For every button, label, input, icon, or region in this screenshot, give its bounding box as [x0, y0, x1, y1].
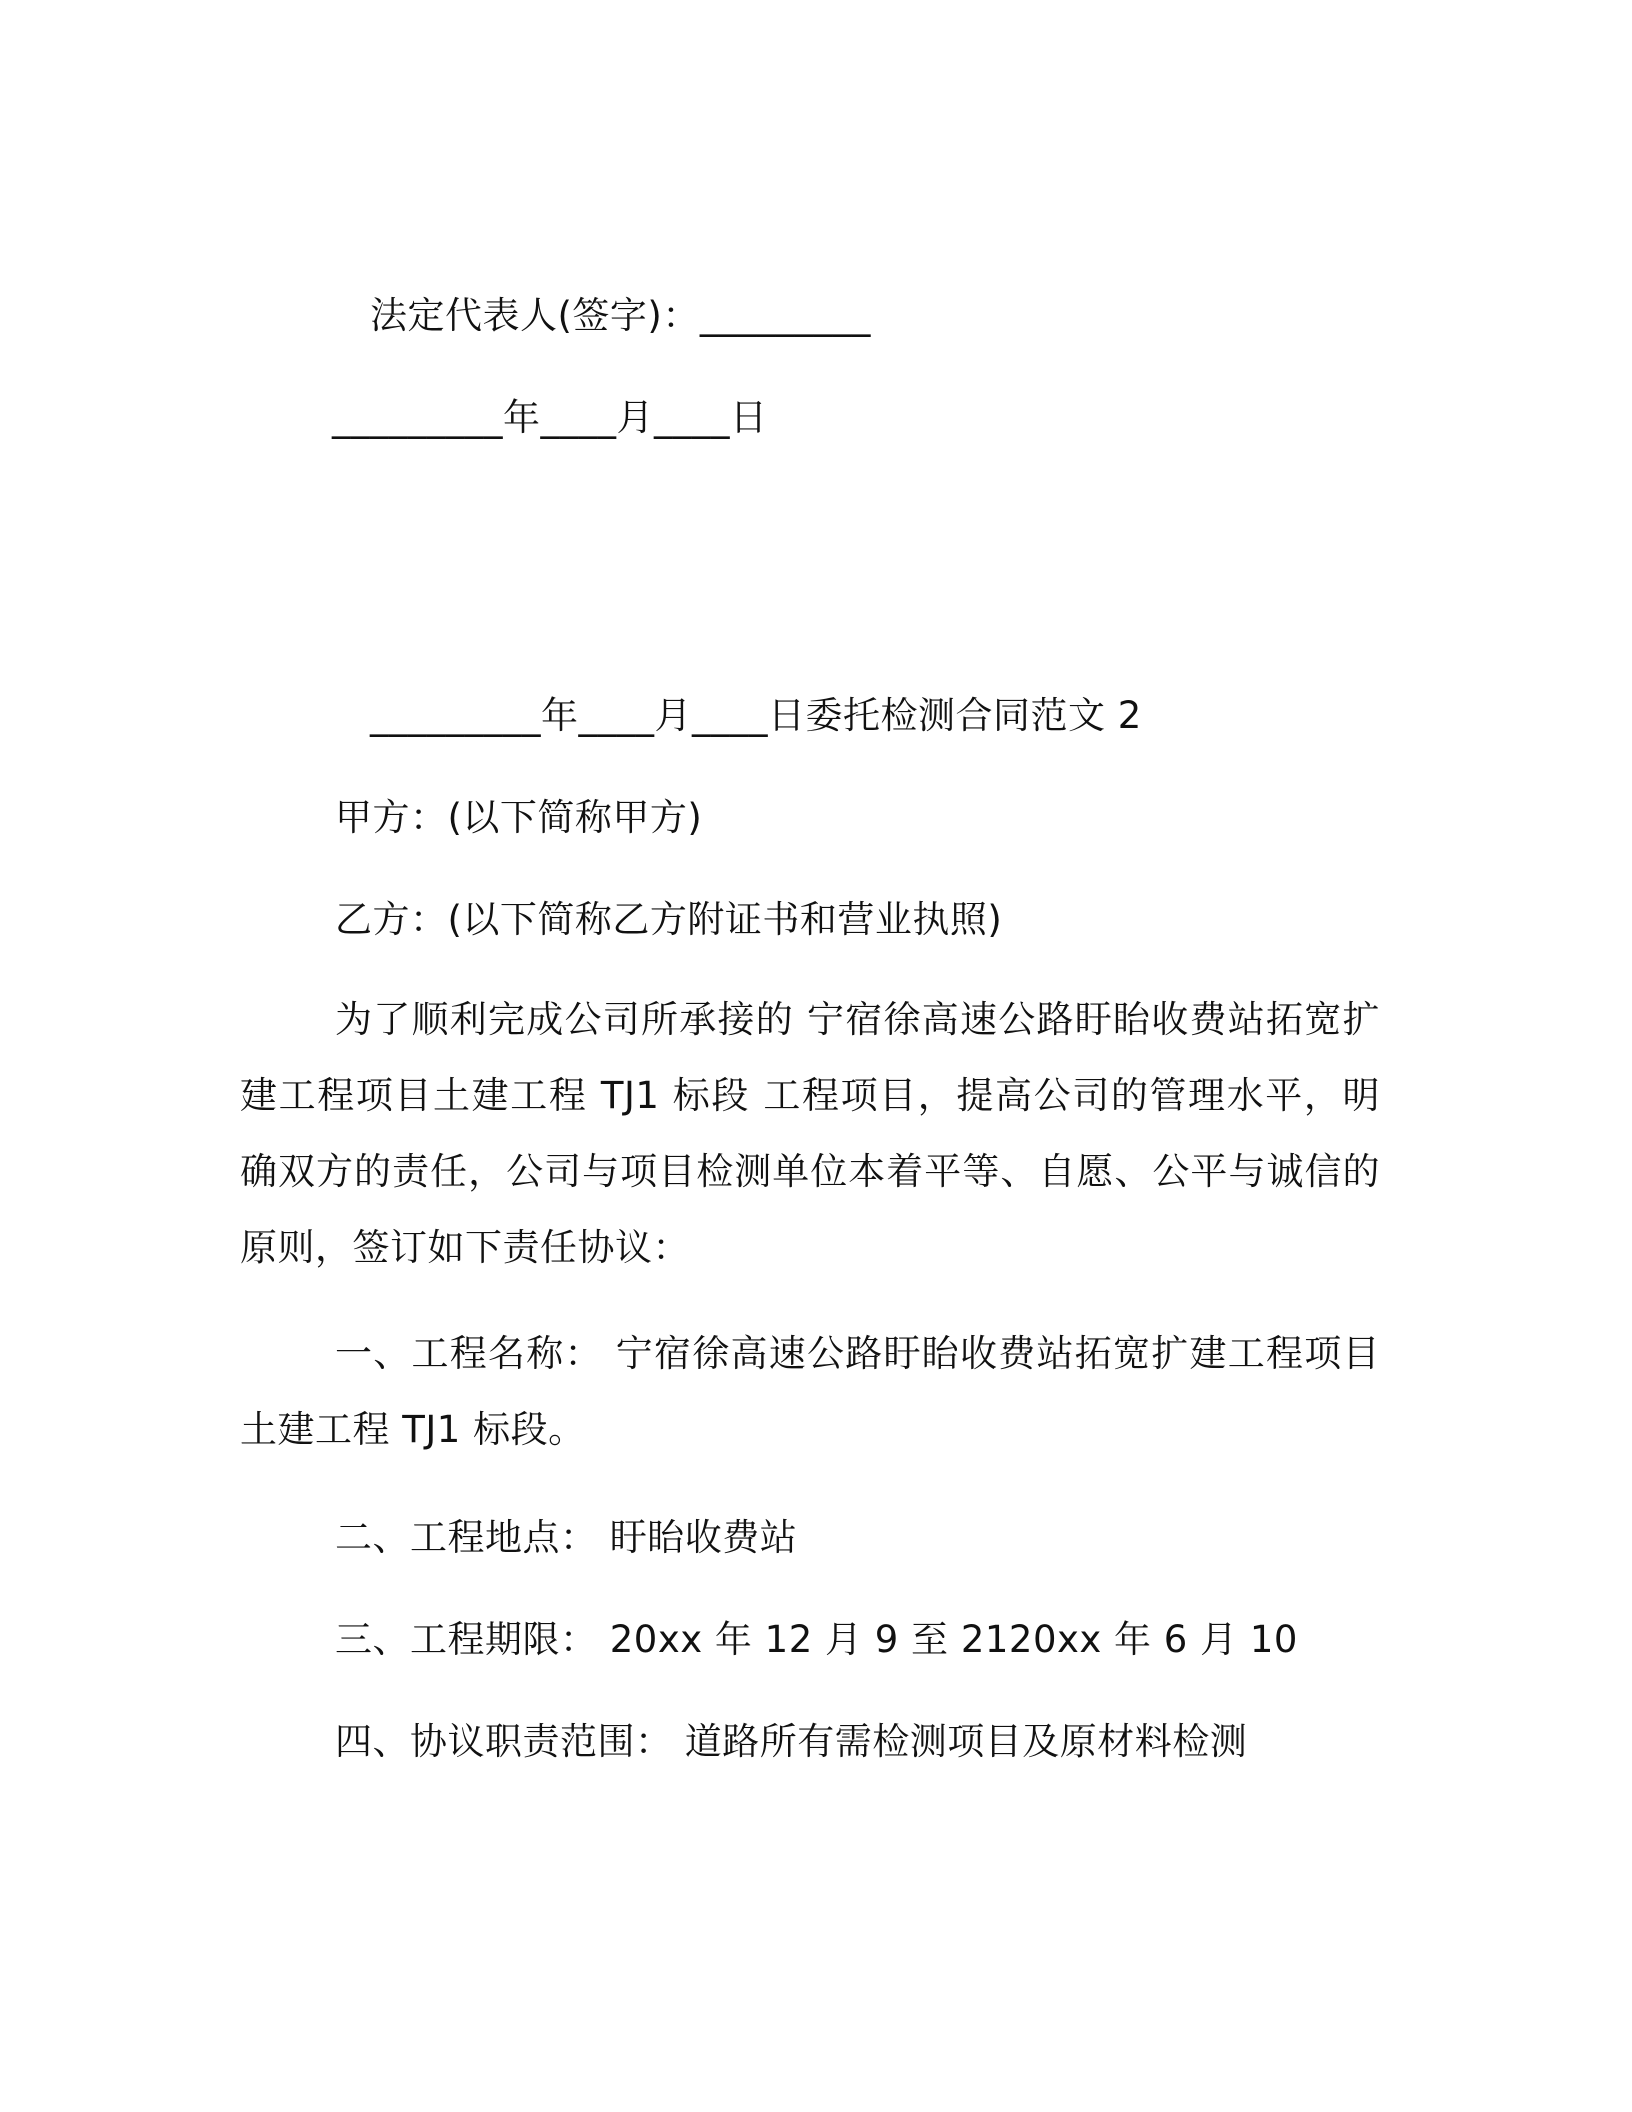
clause-project-location: 二、工程地点： 盱眙收费站 [335, 1516, 798, 1559]
clause-project-name: 一、工程名称： 宁宿徐高速公路盱眙收费站拓宽扩建工程项目土建工程 TJ1 标段。 [240, 1332, 1380, 1451]
clause-project-period: 三、工程期限： 20xx 年 12 月 9 至 2120xx 年 6 月 10 [335, 1618, 1298, 1661]
intro-paragraph: 为了顺利完成公司所承接的 宁宿徐高速公路盱眙收费站拓宽扩建工程项目土建工程 TJ1 标段 工程项目，提高公司的管理水平，明确双方的责任，公司与项目检测单位本着平等、自愿、公平与诚信的原则，签订如下责任协议： [240, 998, 1380, 1269]
clause-responsibility-scope: 四、协议职责范围： 道路所有需检测项目及原材料检测 [335, 1720, 1248, 1763]
party-a-line: 甲方：(以下简称甲方) [335, 796, 703, 839]
contract-title: _________年____月____日委托检测合同范文 2 [370, 694, 1142, 737]
party-b-line: 乙方：(以下简称乙方附证书和营业执照) [335, 898, 1003, 941]
signature-date-line: _________年____月____日 [332, 396, 768, 439]
legal-representative-signature-line: 法定代表人(签字)：_________ [370, 294, 871, 337]
